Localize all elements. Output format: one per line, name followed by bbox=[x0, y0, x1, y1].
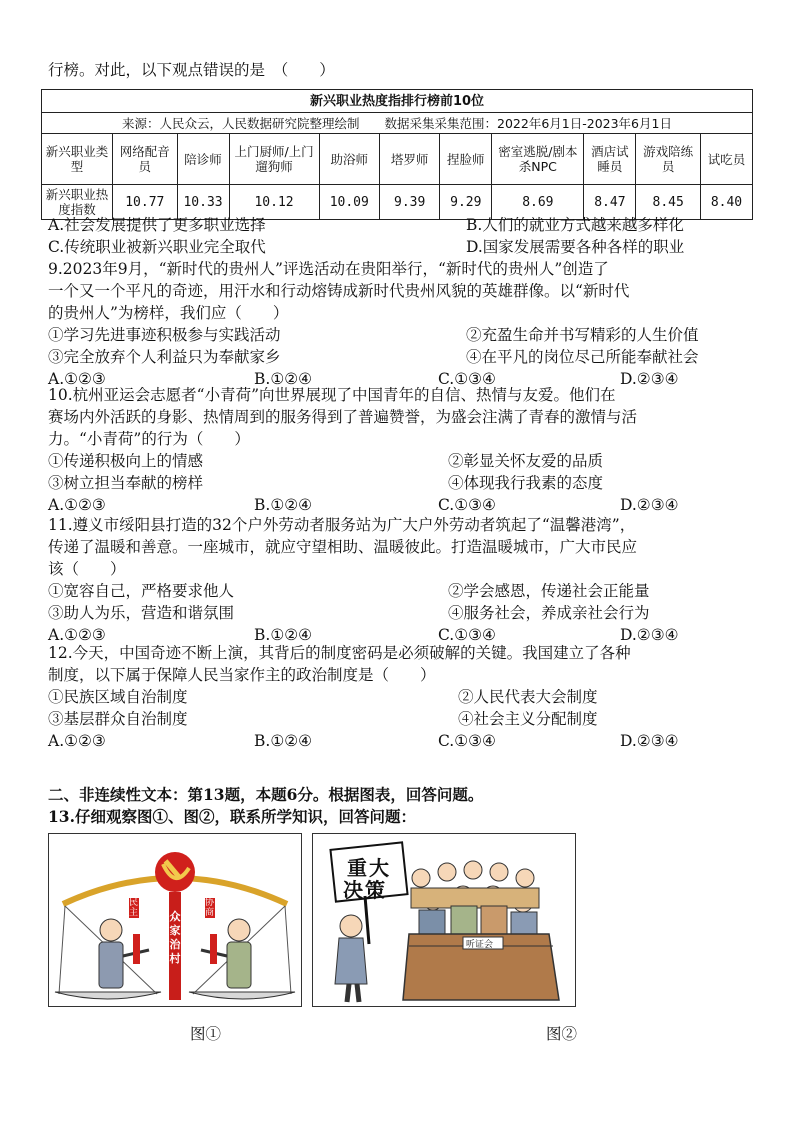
q10-statement-3: ③树立担当奉献的榜样 bbox=[48, 474, 204, 492]
table-cell: 9.39 bbox=[379, 185, 439, 220]
column-header: 密室逃脱/剧本杀NPC bbox=[492, 134, 584, 185]
q9-statement-3: ③完全放弃个人利益只为奉献家乡 bbox=[48, 348, 281, 366]
q8-option-d[interactable]: D.国家发展需要各种各样的职业 bbox=[466, 238, 685, 256]
q11-statement-3: ③助人为乐，营造和谐氛围 bbox=[48, 604, 235, 622]
q11-option-a[interactable]: A.①②③ bbox=[48, 626, 106, 644]
column-header: 网络配音员 bbox=[112, 134, 177, 185]
q10-option-b[interactable]: B.①②④ bbox=[254, 496, 313, 514]
q10-statement-1: ①传递积极向上的情感 bbox=[48, 452, 204, 470]
figure-2-cartoon bbox=[312, 833, 576, 1007]
table-cell: 10.09 bbox=[319, 185, 379, 220]
hearing-desk-label: 听证会 bbox=[466, 940, 494, 950]
q11-option-c[interactable]: C.①③④ bbox=[438, 626, 496, 644]
q12-option-d[interactable]: D.②③④ bbox=[620, 732, 679, 750]
q8-option-a[interactable]: A.社会发展提供了更多职业选择 bbox=[48, 216, 266, 234]
q9-statement-1: ①学习先进事迹积极参与实践活动 bbox=[48, 326, 281, 344]
table-source: 来源：人民众云，人民数据研究院整理绘制 数据采集采集范围：2022年6月1日-2023年6月1日 bbox=[42, 113, 753, 134]
q9-stem-line-2: 一个又一个平凡的奇迹，用汗水和行动熔铸成新时代贵州风貌的英雄群像。以“新时代 bbox=[48, 282, 630, 300]
q9-stem-line-1: 9.2023年9月，“新时代的贵州人”评选活动在贵阳举行，“新时代的贵州人”创造了 bbox=[48, 260, 609, 278]
q11-statement-2: ②学会感恩，传递社会正能量 bbox=[448, 582, 650, 600]
column-header: 陪诊师 bbox=[177, 134, 229, 185]
q12-option-c[interactable]: C.①③④ bbox=[438, 732, 496, 750]
column-header: 试吃员 bbox=[700, 134, 752, 185]
table-cell: 10.77 bbox=[112, 185, 177, 220]
column-header: 上门厨师/上门遛狗师 bbox=[229, 134, 319, 185]
q10-option-d[interactable]: D.②③④ bbox=[620, 496, 679, 514]
table-cell: 10.33 bbox=[177, 185, 229, 220]
table-title: 新兴职业热度指排行榜前10位 bbox=[42, 90, 753, 113]
q9-option-a[interactable]: A.①②③ bbox=[48, 370, 106, 388]
column-header: 游戏陪练员 bbox=[636, 134, 701, 185]
table-cell: 9.29 bbox=[440, 185, 492, 220]
figure-1-cartoon bbox=[48, 833, 302, 1007]
q11-statement-4: ④服务社会，养成亲社会行为 bbox=[448, 604, 650, 622]
table-cell: 8.47 bbox=[584, 185, 636, 220]
q11-stem-line-2: 传递了温暖和善意。一座城市，就应守望相助、温暖彼此。打造温暖城市，广大市民应 bbox=[48, 538, 638, 556]
table-row bbox=[42, 134, 753, 185]
q12-statement-1: ①民族区域自治制度 bbox=[48, 688, 188, 706]
figure-2-caption: 图② bbox=[546, 1025, 578, 1043]
q12-statement-4: ④社会主义分配制度 bbox=[458, 710, 598, 728]
q8-intro-line: 行榜。对此，以下观点错误的是 （ ） bbox=[48, 61, 335, 79]
table-cell: 10.12 bbox=[229, 185, 319, 220]
q10-statement-2: ②彰显关怀友爱的品质 bbox=[448, 452, 604, 470]
pole-char-2: 家 bbox=[169, 924, 181, 937]
balance-scale-illustration bbox=[49, 834, 301, 1006]
q13-stem: 13.仔细观察图①、图②，联系所学知识，回答问题： bbox=[48, 807, 416, 826]
q9-option-b[interactable]: B.①②④ bbox=[254, 370, 313, 388]
q11-stem-line-1: 11.遵义市绥阳县打造的32个户外劳动者服务站为广大户外劳动者筑起了“温馨港湾”， bbox=[48, 516, 636, 534]
column-header: 塔罗师 bbox=[379, 134, 439, 185]
q10-statement-4: ④体现我行我素的态度 bbox=[448, 474, 604, 492]
q9-option-c[interactable]: C.①③④ bbox=[438, 370, 496, 388]
row-header-index: 新兴职业热度指数 bbox=[42, 185, 113, 220]
sign-text-line-1: 重大 bbox=[347, 856, 391, 880]
q10-option-a[interactable]: A.①②③ bbox=[48, 496, 106, 514]
q10-stem-line-2: 赛场内外活跃的身影、热情周到的服务得到了普遍赞誉，为盛会注满了青春的激情与活 bbox=[48, 408, 638, 426]
column-header: 酒店试睡员 bbox=[584, 134, 636, 185]
q9-option-d[interactable]: D.②③④ bbox=[620, 370, 679, 388]
q12-statement-2: ②人民代表大会制度 bbox=[458, 688, 598, 706]
q9-stem-line-3: 的贵州人”为榜样，我们应（ ） bbox=[48, 304, 289, 322]
democracy-label: 民主 bbox=[129, 898, 139, 918]
pole-char-4: 村 bbox=[169, 952, 181, 965]
q12-statement-3: ③基层群众自治制度 bbox=[48, 710, 188, 728]
table-cell: 8.40 bbox=[700, 185, 752, 220]
ranking-table bbox=[41, 89, 753, 220]
q8-option-c[interactable]: C.传统职业被新兴职业完全取代 bbox=[48, 238, 266, 256]
pole-char-1: 众 bbox=[169, 910, 181, 923]
section-2-heading: 二、非连续性文本：第13题，本题6分。根据图表，回答问题。 bbox=[48, 785, 484, 804]
column-header: 助浴师 bbox=[319, 134, 379, 185]
q12-option-b[interactable]: B.①②④ bbox=[254, 732, 313, 750]
q8-option-b[interactable]: B.人们的就业方式越来越多样化 bbox=[466, 216, 684, 234]
q10-stem-line-1: 10.杭州亚运会志愿者“小青荷”向世界展现了中国青年的自信、热情与友爱。他们在 bbox=[48, 386, 616, 404]
figure-1-caption: 图① bbox=[190, 1025, 222, 1043]
q12-stem-line-1: 12.今天，中国奇迹不断上演，其背后的制度密码是必须破解的关键。我国建立了各种 bbox=[48, 644, 631, 662]
pole-char-3: 治 bbox=[169, 938, 181, 951]
table-cell: 8.69 bbox=[492, 185, 584, 220]
column-header: 捏脸师 bbox=[440, 134, 492, 185]
q11-stem-line-3: 该（ ） bbox=[48, 560, 126, 578]
q12-option-a[interactable]: A.①②③ bbox=[48, 732, 106, 750]
consultation-label: 协商 bbox=[205, 898, 215, 918]
q12-stem-line-2: 制度，以下属于保障人民当家作主的政治制度是（ ） bbox=[48, 666, 436, 684]
q11-option-d[interactable]: D.②③④ bbox=[620, 626, 679, 644]
q9-statement-2: ②充盈生命并书写精彩的人生价值 bbox=[466, 326, 699, 344]
q11-statement-1: ①宽容自己，严格要求他人 bbox=[48, 582, 235, 600]
row-header-type: 新兴职业类型 bbox=[42, 134, 113, 185]
q11-option-b[interactable]: B.①②④ bbox=[254, 626, 313, 644]
q9-statement-4: ④在平凡的岗位尽己所能奉献社会 bbox=[466, 348, 699, 366]
q10-stem-line-3: 力。“小青荷”的行为（ ） bbox=[48, 430, 250, 448]
table-cell: 8.45 bbox=[636, 185, 701, 220]
sign-text-line-2: 决策 bbox=[343, 878, 387, 902]
q10-option-c[interactable]: C.①③④ bbox=[438, 496, 496, 514]
